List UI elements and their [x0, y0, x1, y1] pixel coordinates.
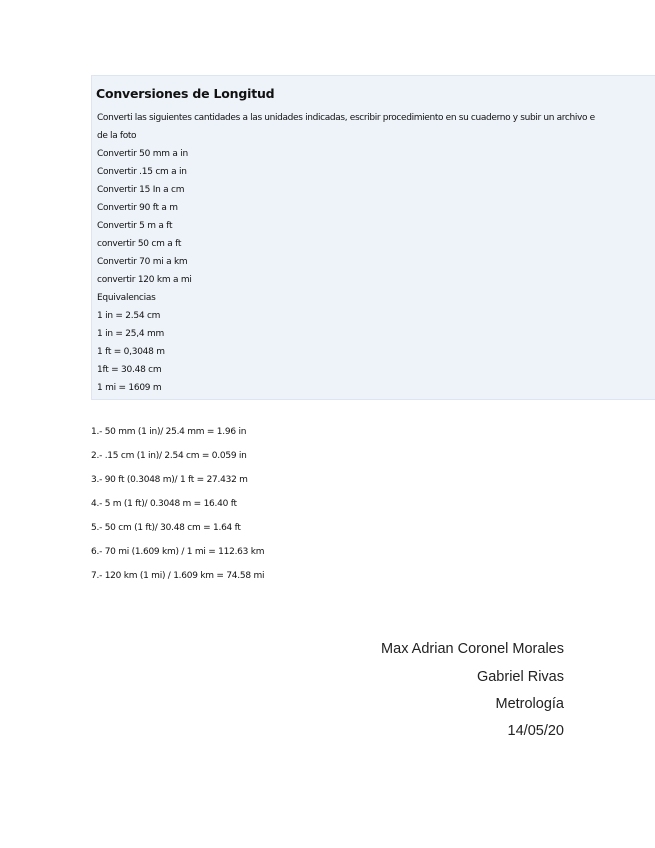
instructions-line-2: de la foto [97, 131, 137, 141]
task-item: convertir 120 km a mi [97, 275, 192, 285]
equivalence-item: 1 in = 25,4 mm [97, 329, 164, 339]
answer-item: 2.- .15 cm (1 in)/ 2.54 cm = 0.059 in [91, 451, 247, 461]
equivalence-item: 1 ft = 0,3048 m [97, 347, 165, 357]
equivalence-item: 1 mi = 1609 m [97, 383, 162, 393]
assignment-title: Conversiones de Longitud [96, 86, 275, 101]
assignment-box [91, 75, 655, 400]
task-item: Convertir 90 ft a m [97, 203, 178, 213]
equivalence-item: 1 in = 2.54 cm [97, 311, 161, 321]
equivalence-item: 1ft = 30.48 cm [97, 365, 162, 375]
equivalences-heading: Equivalencias [97, 293, 156, 303]
task-item: Convertir 5 m a ft [97, 221, 173, 231]
task-item: convertir 50 cm a ft [97, 239, 182, 249]
answer-item: 4.- 5 m (1 ft)/ 0.3048 m = 16.40 ft [91, 499, 237, 509]
instructions-line-1: Converti las siguientes cantidades a las unidades indicadas, escribir procedimiento en su cuaderno y subir un archivo e [97, 113, 595, 123]
answer-item: 5.- 50 cm (1 ft)/ 30.48 cm = 1.64 ft [91, 523, 241, 533]
answer-item: 7.- 120 km (1 mi) / 1.609 km = 74.58 mi [91, 571, 265, 581]
answer-item: 3.- 90 ft (0.3048 m)/ 1 ft = 27.432 m [91, 475, 248, 485]
task-item: Convertir .15 cm a in [97, 167, 187, 177]
answer-item: 6.- 70 mi (1.609 km) / 1 mi = 112.63 km [91, 547, 265, 557]
student-name: Max Adrian Coronel Morales [381, 641, 564, 657]
task-item: Convertir 70 mi a km [97, 257, 188, 267]
task-item: Convertir 50 mm a in [97, 149, 188, 159]
answer-item: 1.- 50 mm (1 in)/ 25.4 mm = 1.96 in [91, 427, 247, 437]
task-item: Convertir 15 In a cm [97, 185, 185, 195]
date: 14/05/20 [507, 723, 564, 739]
subject-name: Metrología [495, 696, 564, 712]
teacher-name: Gabriel Rivas [476, 669, 564, 685]
